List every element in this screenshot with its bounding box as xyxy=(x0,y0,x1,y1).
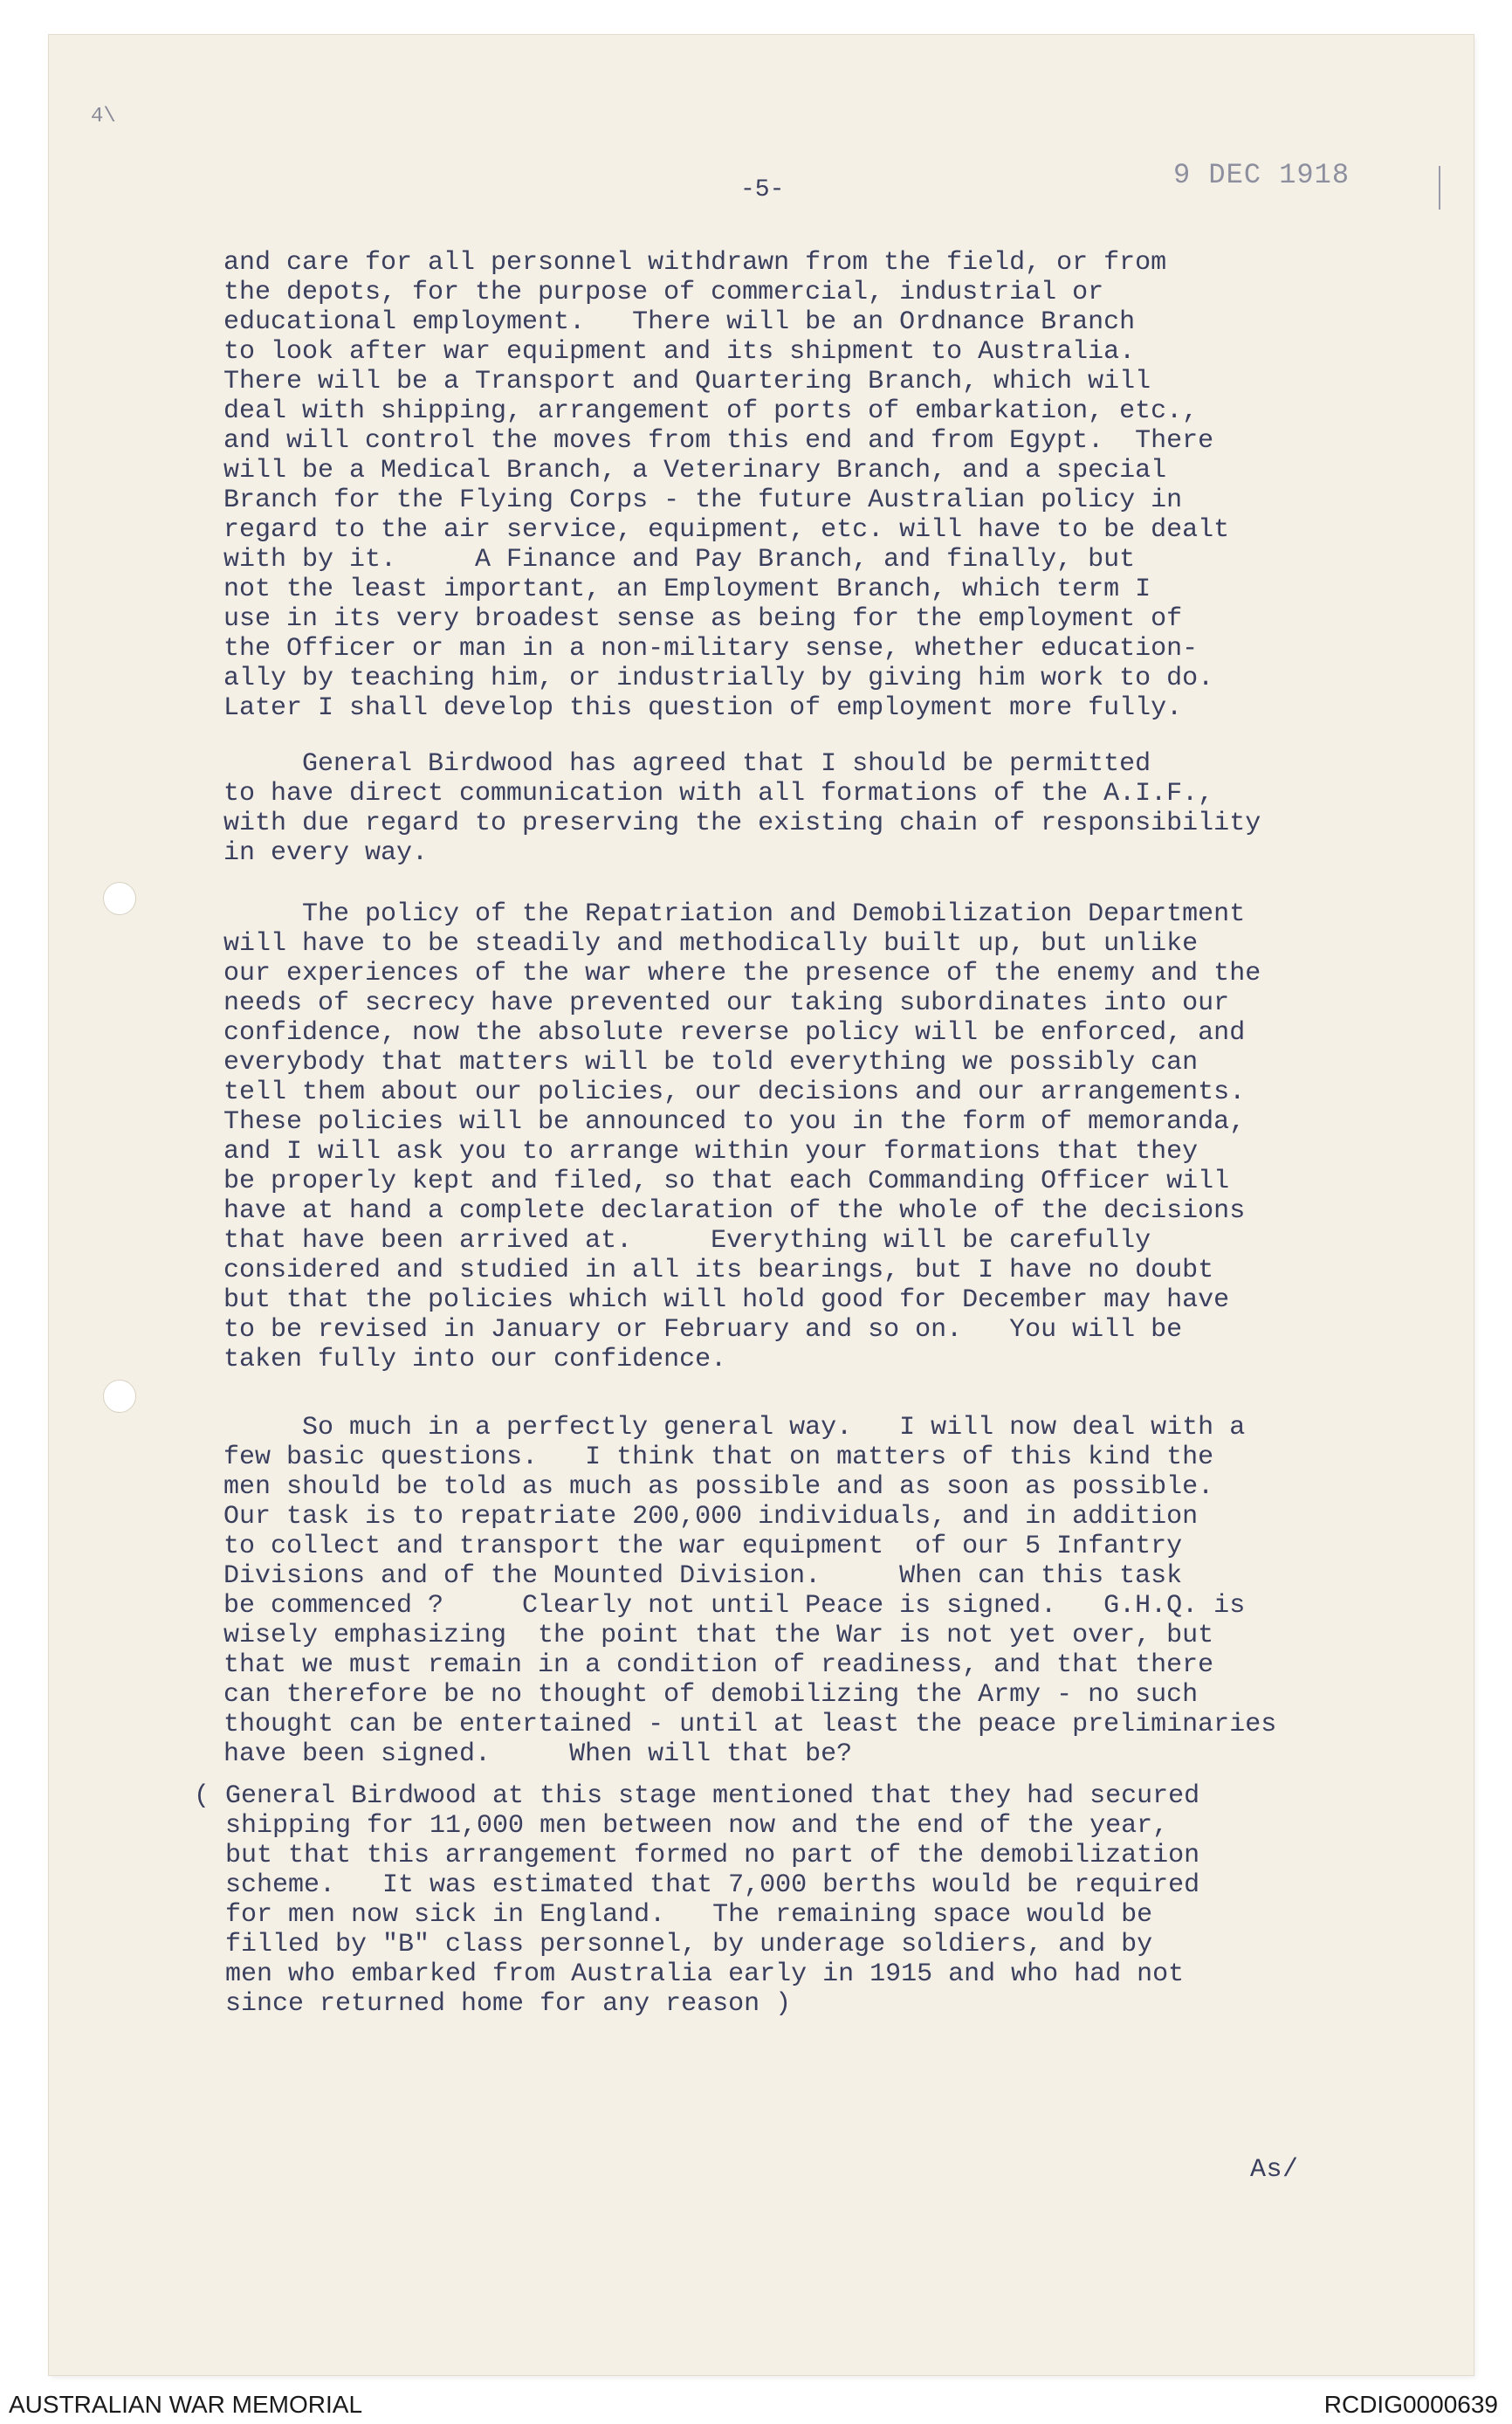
text-line: since returned home for any reason ) xyxy=(194,1989,792,2019)
text-line: everybody that matters will be told everything we possibly can xyxy=(223,1048,1199,1078)
text-line: scheme. It was estimated that 7,000 berths would be required xyxy=(194,1870,1200,1900)
punch-hole-top xyxy=(103,882,136,915)
stamp-mark xyxy=(1439,166,1440,210)
punch-hole-bottom xyxy=(103,1380,136,1413)
paragraph-2 xyxy=(223,749,1261,868)
text-line: but that the policies which will hold good for December may have xyxy=(223,1285,1230,1315)
text-line: tell them about our policies, our decisions and our arrangements. xyxy=(223,1078,1246,1107)
text-line: and will control the moves from this end and from Egypt. There xyxy=(223,426,1214,456)
text-line: and I will ask you to arrange within your formations that they xyxy=(223,1137,1199,1167)
paragraph-3 xyxy=(223,899,1261,1374)
text-line: in every way. xyxy=(223,838,429,868)
text-line: can therefore be no thought of demobilizing the Army - no such xyxy=(223,1680,1199,1710)
text-line: thought can be entertained - until at least the peace preliminaries xyxy=(223,1710,1277,1739)
text-line: will be a Medical Branch, a Veterinary Branch, and a special xyxy=(223,456,1167,485)
text-line: wisely emphasizing the point that the War is not yet over, but xyxy=(223,1621,1214,1650)
text-line: to collect and transport the war equipment of our 5 Infantry xyxy=(223,1532,1183,1561)
footer xyxy=(0,2380,1512,2424)
text-line: have at hand a complete declaration of the whole of the decisions xyxy=(223,1196,1246,1226)
paragraph-4 xyxy=(223,1413,1276,1769)
paragraph-5 xyxy=(194,1781,1199,2019)
text-line: will have to be steadily and methodically built up, but unlike xyxy=(223,929,1199,959)
footer-archive-name: AUSTRALIAN WAR MEMORIAL xyxy=(9,2391,363,2418)
date-stamp: 9 DEC 1918 xyxy=(1173,159,1350,191)
text-line: Later I shall develop this question of employment more fully. xyxy=(223,693,1183,723)
text-line: with due regard to preserving the existing chain of responsibility xyxy=(223,809,1261,838)
text-line: but that this arrangement formed no part of the demobilization xyxy=(194,1841,1200,1870)
text-line: taken fully into our confidence. xyxy=(223,1345,727,1374)
text-line: shipping for 11,000 men between now and the end of the year, xyxy=(194,1811,1169,1841)
text-line: the Officer or man in a non-military sense, whether education- xyxy=(223,634,1199,664)
text-line: ( General Birdwood at this stage mentioned that they had secured xyxy=(194,1781,1200,1811)
text-line: to be revised in January or February and so on. You will be xyxy=(223,1315,1183,1345)
text-line: few basic questions. I think that on matters of this kind the xyxy=(223,1443,1214,1472)
text-line: and care for all personnel withdrawn from the field, or from xyxy=(223,248,1167,278)
text-line: So much in a perfectly general way. I will now deal with a xyxy=(223,1413,1246,1443)
text-line: men should be told as much as possible and as soon as possible. xyxy=(223,1472,1214,1502)
text-line: Branch for the Flying Corps - the future Australian policy in xyxy=(223,485,1183,515)
text-line: be properly kept and filed, so that each Commanding Officer will xyxy=(223,1167,1230,1196)
text-line: men who embarked from Australia early in 1915 and who had not xyxy=(194,1959,1185,1989)
text-line: be commenced ? Clearly not until Peace is signed. G.H.Q. is xyxy=(223,1591,1246,1621)
text-line: the depots, for the purpose of commercial, industrial or xyxy=(223,278,1104,307)
text-line: The policy of the Repatriation and Demobilization Department xyxy=(223,899,1246,929)
continuation-note: As/ xyxy=(1250,2155,1299,2185)
text-line: Divisions and of the Mounted Division. When can this task xyxy=(223,1561,1183,1591)
text-line: to have direct communication with all formations of the A.I.F., xyxy=(223,779,1214,809)
text-line: regard to the air service, equipment, etc. will have to be dealt xyxy=(223,515,1230,545)
paragraph-1 xyxy=(223,248,1229,723)
text-line: that we must remain in a condition of readiness, and that there xyxy=(223,1650,1214,1680)
text-line: needs of secrecy have prevented our taking subordinates into our xyxy=(223,988,1230,1018)
text-line: General Birdwood has agreed that I should be permitted xyxy=(223,749,1151,779)
text-line: educational employment. There will be an Ordnance Branch xyxy=(223,307,1136,337)
text-line: There will be a Transport and Quartering Branch, which will xyxy=(223,367,1151,396)
text-line: not the least important, an Employment Branch, which term I xyxy=(223,575,1151,604)
text-line: have been signed. When will that be? xyxy=(223,1739,853,1769)
text-line: These policies will be announced to you in the form of memoranda, xyxy=(223,1107,1246,1137)
text-line: use in its very broadest sense as being for the employment of xyxy=(223,604,1183,634)
text-line: our experiences of the war where the presence of the enemy and the xyxy=(223,959,1261,988)
text-line: that have been arrived at. Everything will be carefully xyxy=(223,1226,1151,1256)
text-line: for men now sick in England. The remaining space would be xyxy=(194,1900,1153,1930)
page-number: -5- xyxy=(740,176,785,203)
text-line: filled by "B" class personnel, by underage soldiers, and by xyxy=(194,1930,1153,1959)
text-line: considered and studied in all its bearings, but I have no doubt xyxy=(223,1256,1214,1285)
text-line: ally by teaching him, or industrially by giving him work to do. xyxy=(223,664,1214,693)
text-line: confidence, now the absolute reverse policy will be enforced, and xyxy=(223,1018,1246,1048)
footer-record-id: RCDIG0000639 xyxy=(1323,2391,1498,2418)
text-line: Our task is to repatriate 200,000 individuals, and in addition xyxy=(223,1502,1199,1532)
text-line: to look after war equipment and its shipment to Australia. xyxy=(223,337,1136,367)
text-line: with by it. A Finance and Pay Branch, and finally, but xyxy=(223,545,1136,575)
text-line: deal with shipping, arrangement of ports of embarkation, etc., xyxy=(223,396,1199,426)
corner-note: 4\ xyxy=(91,105,116,128)
